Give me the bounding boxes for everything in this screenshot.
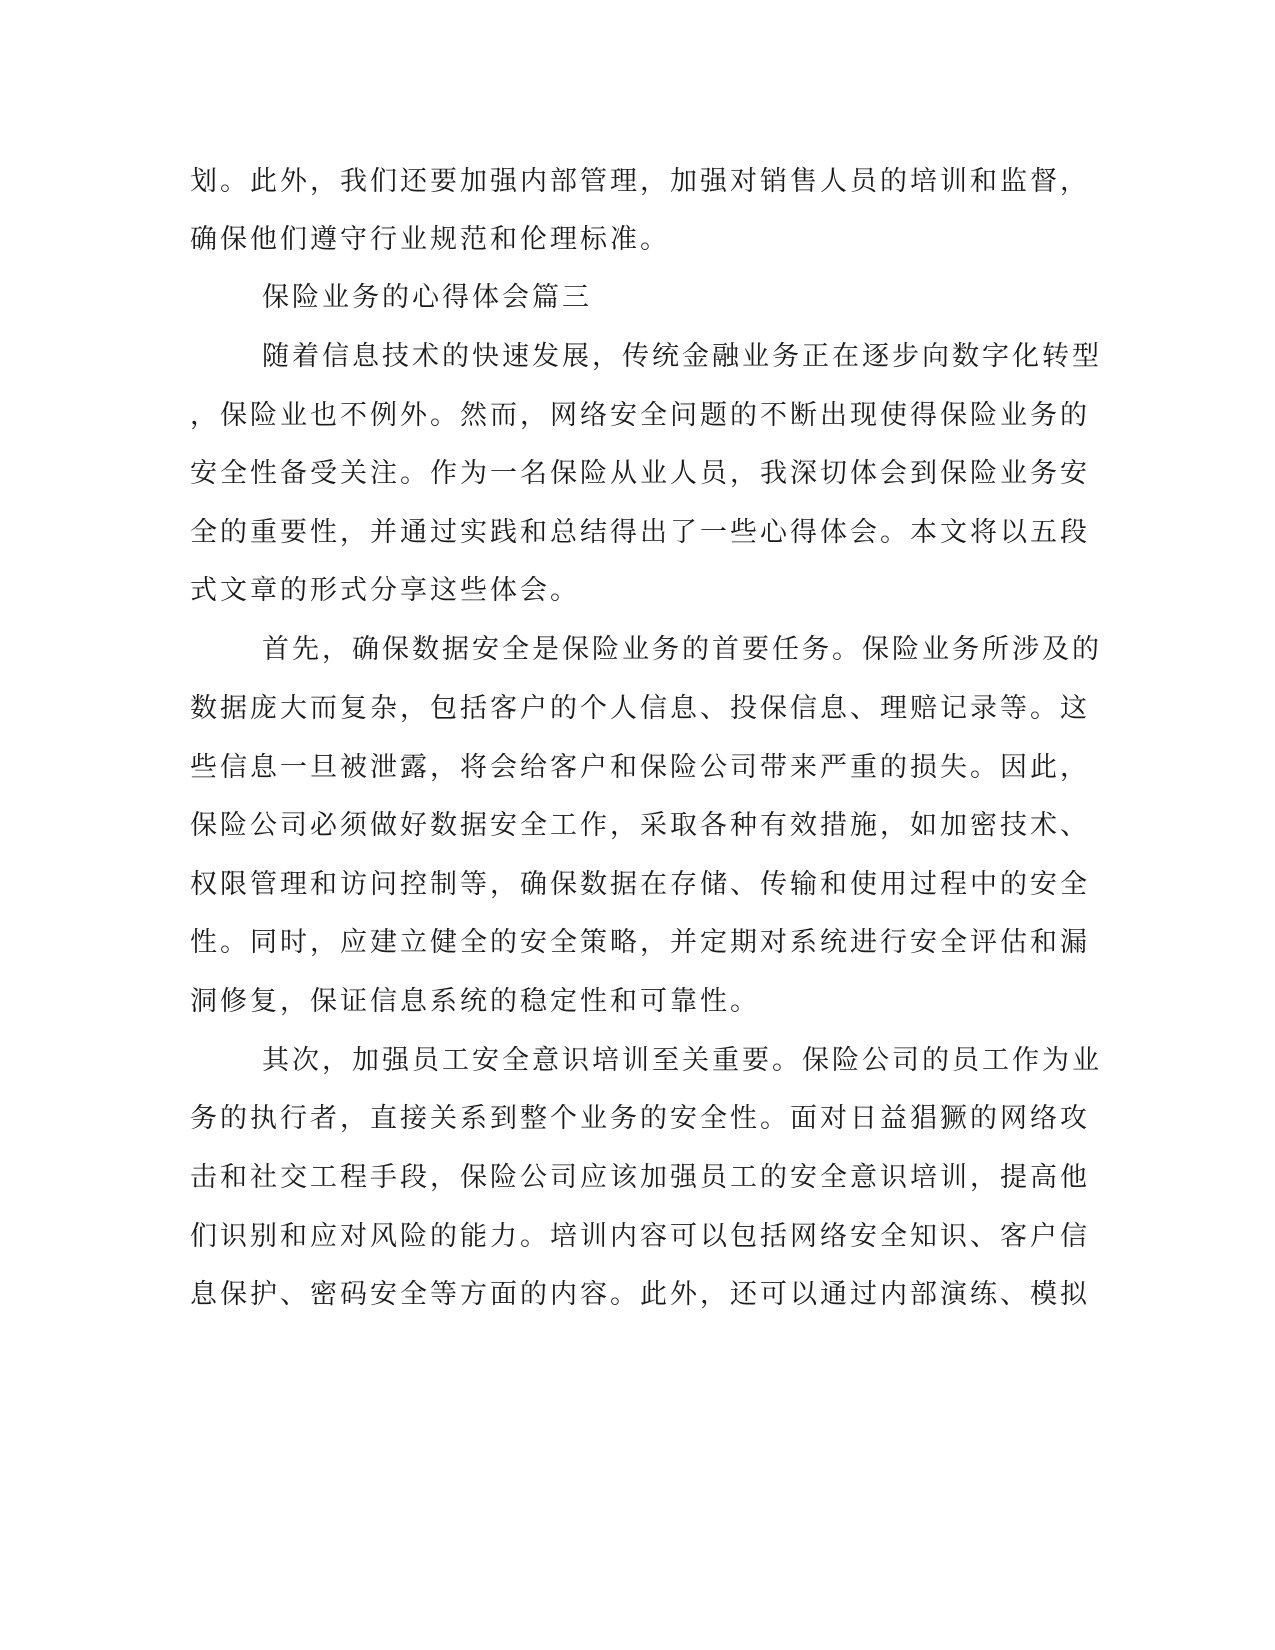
text-line: 首先，确保数据安全是保险业务的首要任务。保险业务所涉及的 (262, 634, 1102, 665)
text-line: 务的执行者，直接关系到整个业务的安全性。面对日益猖獗的网络攻 (190, 1103, 1090, 1134)
text-line: 其次，加强员工安全意识培训至关重要。保险公司的员工作为业 (262, 1045, 1102, 1076)
text-line: 们识别和应对风险的能力。培训内容可以包括网络安全知识、客户信 (190, 1221, 1090, 1252)
text-line: 全的重要性，并通过实践和总结得出了一些心得体会。本文将以五段 (190, 517, 1090, 548)
text-line: 式文章的形式分享这些体会。 (190, 575, 580, 606)
text-line: 性。同时，应建立健全的安全策略，并定期对系统进行安全评估和漏 (190, 927, 1090, 958)
text-line: 确保他们遵守行业规范和伦理标准。 (190, 224, 670, 255)
text-line: 保险公司必须做好数据安全工作，采取各种有效措施，如加密技术、 (190, 810, 1090, 841)
text-line: 划。此外，我们还要加强内部管理，加强对销售人员的培训和监督， (190, 166, 1090, 197)
text-line: 些信息一旦被泄露，将会给客户和保险公司带来严重的损失。因此， (190, 752, 1090, 783)
text-line: 权限管理和访问控制等，确保数据在存储、传输和使用过程中的安全 (190, 869, 1090, 900)
text-line: 安全性备受关注。作为一名保险从业人员，我深切体会到保险业务安 (190, 458, 1090, 489)
text-line: 数据庞大而复杂，包括客户的个人信息、投保信息、理赔记录等。这 (190, 693, 1090, 724)
text-line: ，保险业也不例外。然而，网络安全问题的不断出现使得保险业务的 (190, 400, 1090, 431)
text-line: 击和社交工程手段，保险公司应该加强员工的安全意识培训，提高他 (190, 1162, 1090, 1193)
text-line: 洞修复，保证信息系统的稳定性和可靠性。 (190, 986, 760, 1017)
section-heading: 保险业务的心得体会篇三 (262, 282, 592, 313)
text-line: 息保护、密码安全等方面的内容。此外，还可以通过内部演练、模拟 (190, 1279, 1090, 1310)
text-line: 随着信息技术的快速发展，传统金融业务正在逐步向数字化转型 (262, 341, 1102, 372)
